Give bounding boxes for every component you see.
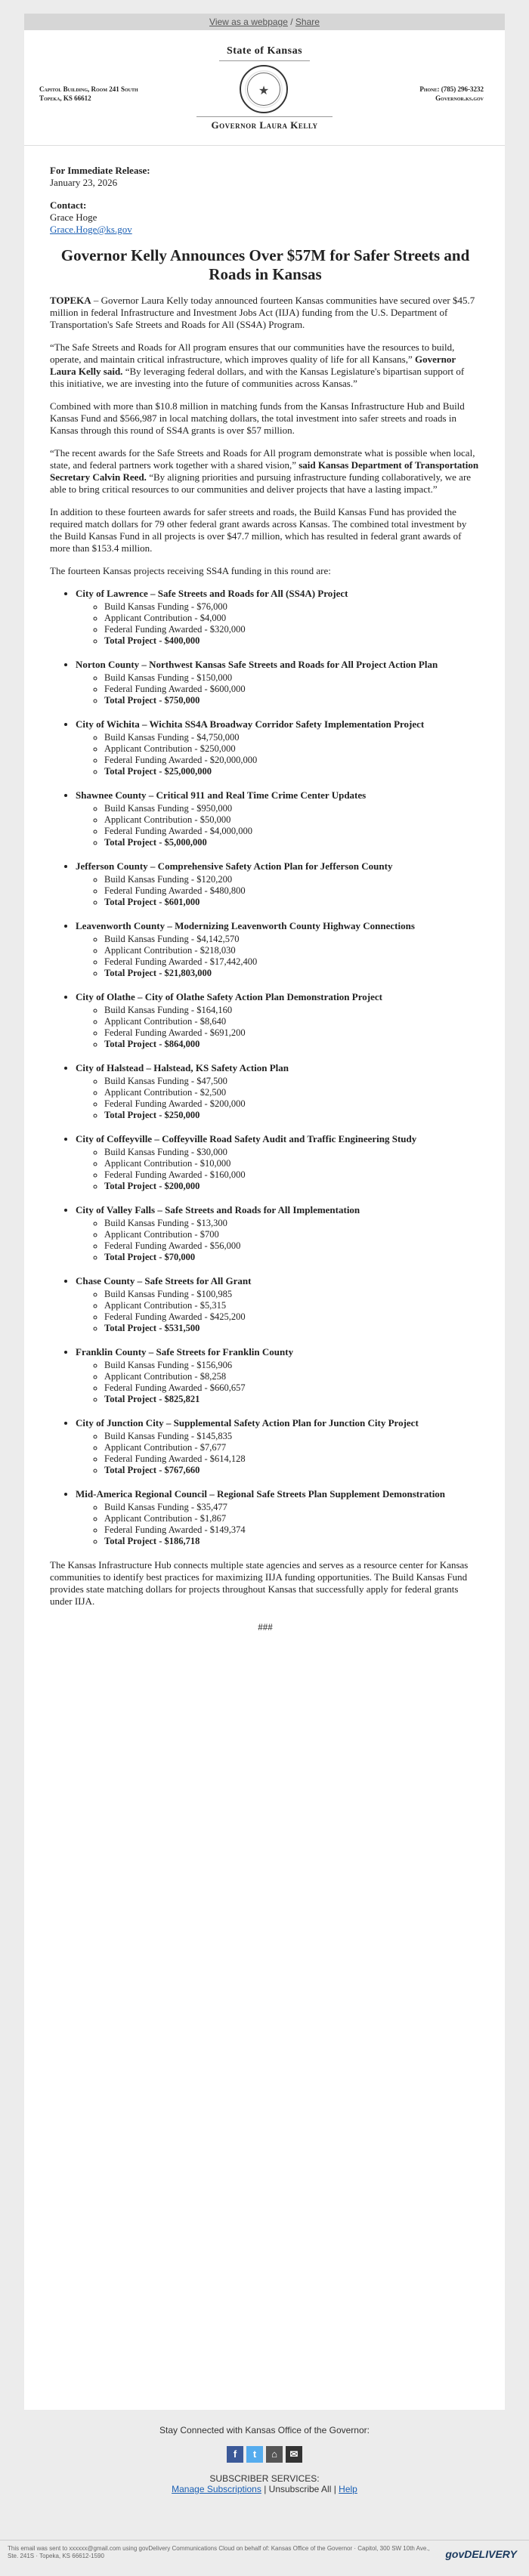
project-funding-list [76, 1502, 481, 1547]
project-funding-list [76, 672, 481, 706]
facebook-icon[interactable]: f [227, 2446, 243, 2463]
project-title: City of Olathe – City of Olathe Safety Action Plan Demonstration Project [76, 991, 382, 1002]
funding-line: ◦ Build Kansas Funding - $145,835 [104, 1431, 481, 1442]
paragraph-3: Combined with more than $10.8 million in matching funds from the Kansas Infrastructure Hub and Build Kansas Fund and $566,987 in local matching dollars, the total investment into safer streets and roads in Kansas through this round of SS4A grants is over $57 million. [50, 400, 465, 436]
project-funding-list [76, 601, 481, 647]
funding-line: ◦ Build Kansas Funding - $4,750,000 [104, 732, 481, 743]
headline: Governor Kelly Announces Over $57M for Safer Streets and Roads in Kansas [60, 246, 470, 283]
project-total: ◦ Total Project - $5,000,000 [104, 837, 481, 848]
funding-line: ◦ Federal Funding Awarded - $660,657 [104, 1382, 481, 1394]
contact-name: Grace Hoge [50, 212, 97, 223]
project-item [76, 991, 481, 1050]
contact-email-link[interactable]: Grace.Hoge@ks.gov [50, 224, 132, 235]
funding-line: ◦ Build Kansas Funding - $76,000 [104, 601, 481, 613]
project-total: ◦ Total Project - $25,000,000 [104, 766, 481, 777]
funding-line: ◦ Build Kansas Funding - $4,142,570 [104, 934, 481, 945]
project-title: Mid-America Regional Council – Regional Safe Streets Plan Supplement Demonstration [76, 1488, 446, 1500]
funding-line: ◦ Federal Funding Awarded - $160,000 [104, 1169, 481, 1181]
funding-line: ◦ Applicant Contribution - $250,000 [104, 743, 481, 755]
funding-line: ◦ Federal Funding Awarded - $149,374 [104, 1524, 481, 1536]
kansas-seal-icon: ★ [240, 65, 288, 113]
project-total: ◦ Total Project - $750,000 [104, 695, 481, 706]
quote-text: “The Safe Streets and Roads for All program ensures that our communities have the resources to build, operate, and maintain critical infrastructure, which improves quality of life for all Kansans,” [50, 341, 455, 365]
funding-line: ◦ Federal Funding Awarded - $600,000 [104, 684, 481, 695]
project-title: Norton County – Northwest Kansas Safe Streets and Roads for All Project Action Plan [76, 659, 438, 670]
project-list [50, 588, 481, 1547]
project-funding-list [76, 1431, 481, 1476]
funding-line: ◦ Federal Funding Awarded - $20,000,000 [104, 755, 481, 766]
stay-connected-text: Stay Connected with Kansas Office of the Governor: [159, 2425, 370, 2435]
project-total: ◦ Total Project - $825,821 [104, 1394, 481, 1405]
separator: | [331, 2484, 339, 2494]
funding-line: ◦ Applicant Contribution - $700 [104, 1229, 481, 1240]
quote-attribution: said Kansas Department of Transportation Secretary Calvin Reed. [50, 459, 479, 483]
funding-line: ◦ Build Kansas Funding - $30,000 [104, 1147, 481, 1158]
project-total: ◦ Total Project - $200,000 [104, 1181, 481, 1192]
release-label: For Immediate Release: [50, 165, 150, 176]
quote-text: “The recent awards for the Safe Streets and Roads for All program demonstrate what is possible when local, state, and federal partners work together with a shared vision,” [50, 447, 475, 471]
project-total: ◦ Total Project - $601,000 [104, 897, 481, 908]
project-funding-list [76, 1076, 481, 1121]
project-item [76, 1275, 481, 1334]
office-contact [419, 85, 484, 103]
project-funding-list [76, 1147, 481, 1192]
project-title: Jefferson County – Comprehensive Safety Action Plan for Jefferson County [76, 860, 393, 872]
funding-line: ◦ Build Kansas Funding - $47,500 [104, 1076, 481, 1087]
project-title: City of Halstead – Halstead, KS Safety Action Plan [76, 1062, 289, 1073]
press-release-body [50, 165, 481, 1633]
governor-name: Governor Laura Kelly [211, 119, 318, 131]
project-title: City of Coffeyville – Coffeyville Road Safety Audit and Traffic Engineering Study [76, 1133, 417, 1144]
share-link[interactable]: Share [295, 17, 320, 27]
project-item [76, 718, 481, 777]
funding-line: ◦ Build Kansas Funding - $950,000 [104, 803, 481, 814]
end-mark: ### [258, 1621, 273, 1632]
project-total: ◦ Total Project - $767,660 [104, 1465, 481, 1476]
project-funding-list [76, 1360, 481, 1405]
funding-line: ◦ Federal Funding Awarded - $4,000,000 [104, 826, 481, 837]
project-item [76, 1346, 481, 1405]
unsubscribe-all-link[interactable]: Unsubscribe All [268, 2484, 332, 2494]
paragraph-text: – Governor Laura Kelly today announced fourteen Kansas communities have secured over $45.7 million in federal Infrastructure and Investment Jobs Act (IIJA) funding from the U.S. Department of Transportation's Safe Streets and Roads for All (SS4A) Program. [50, 295, 475, 330]
funding-line: ◦ Build Kansas Funding - $100,985 [104, 1289, 481, 1300]
funding-line: ◦ Federal Funding Awarded - $425,200 [104, 1311, 481, 1323]
funding-line: ◦ Build Kansas Funding - $13,300 [104, 1218, 481, 1229]
letterhead [24, 30, 505, 146]
paragraph-5: In addition to these fourteen awards for safer streets and roads, the Build Kansas Fund has provided the required match dollars for 79 other federal grant awards across Kansas. The combined total investment by the Build Kansas Fund in all projects is over $47.7 million, which has resulted in federal grant awards of more than $153.4 million. [50, 506, 467, 554]
paragraph-6: The fourteen Kansas projects receiving SS4A funding in this round are: [50, 565, 331, 576]
twitter-icon[interactable]: t [246, 2446, 263, 2463]
email-icon[interactable]: ✉ [286, 2446, 302, 2463]
closing-paragraph: The Kansas Infrastructure Hub connects multiple state agencies and serves as a resource center for Kansas communities to identify best practices for maximizing IIJA funding opportunities. The Build Kansas Fund provides state matching dollars for projects throughout Kansas that successfully apply for federal grants under IIJA. [50, 1559, 469, 1607]
project-funding-list [76, 874, 481, 908]
office-website: Governor.ks.gov [435, 94, 484, 102]
subscriber-services [0, 2473, 529, 2494]
project-item [76, 1417, 481, 1476]
paragraph-1 [50, 295, 481, 331]
project-item [76, 789, 481, 848]
project-total: ◦ Total Project - $70,000 [104, 1252, 481, 1263]
project-total: ◦ Total Project - $400,000 [104, 635, 481, 647]
dateline: TOPEKA [50, 295, 91, 306]
funding-line: ◦ Federal Funding Awarded - $614,128 [104, 1453, 481, 1465]
funding-line: ◦ Build Kansas Funding - $156,906 [104, 1360, 481, 1371]
quote-text: “By leveraging federal dollars, and with the Kansas Legislature's bipartisan support of this initiative, we are investing into the future of communities across Kansas.” [50, 366, 465, 389]
funding-line: ◦ Applicant Contribution - $218,030 [104, 945, 481, 956]
project-total: ◦ Total Project - $864,000 [104, 1039, 481, 1050]
topbar-separator: / [287, 17, 295, 27]
funding-line: ◦ Build Kansas Funding - $35,477 [104, 1502, 481, 1513]
divider [196, 116, 333, 117]
paragraph-2 [50, 341, 481, 390]
address-line-2: Topeka, KS 66612 [39, 94, 91, 102]
funding-line: ◦ Federal Funding Awarded - $691,200 [104, 1027, 481, 1039]
office-phone: Phone: (785) 296-3232 [419, 85, 484, 93]
social-links [0, 2446, 529, 2463]
project-title: City of Lawrence – Safe Streets and Roads for All (SS4A) Project [76, 588, 348, 599]
funding-line: ◦ Federal Funding Awarded - $56,000 [104, 1240, 481, 1252]
funding-line: ◦ Federal Funding Awarded - $320,000 [104, 624, 481, 635]
funding-line: ◦ Applicant Contribution - $8,258 [104, 1371, 481, 1382]
project-funding-list [76, 934, 481, 979]
paragraph-4 [50, 447, 481, 496]
quote-text: “By aligning priorities and pursuing infrastructure funding collaboratively, we are able to bring critical resources to our communities and deliver projects that have a lasting impact.” [50, 471, 472, 495]
funding-line: ◦ Applicant Contribution - $50,000 [104, 814, 481, 826]
bottom-bar [0, 2540, 529, 2571]
funding-line: ◦ Applicant Contribution - $10,000 [104, 1158, 481, 1169]
govdelivery-logo[interactable]: govDELIVERY [445, 2548, 517, 2560]
funding-line: ◦ Applicant Contribution - $2,500 [104, 1087, 481, 1098]
project-title: City of Wichita – Wichita SS4A Broadway Corridor Safety Implementation Project [76, 718, 425, 730]
project-title: Chase County – Safe Streets for All Grant [76, 1275, 252, 1286]
funding-line: ◦ Federal Funding Awarded - $17,442,400 [104, 956, 481, 968]
project-title: City of Junction City – Supplemental Safety Action Plan for Junction City Project [76, 1417, 419, 1429]
separator: | [261, 2484, 269, 2494]
release-date: January 23, 2026 [50, 177, 118, 188]
state-title: State of Kansas [226, 45, 303, 57]
project-item [76, 860, 481, 908]
contact-label: Contact: [50, 199, 87, 211]
project-funding-list [76, 803, 481, 848]
project-funding-list [76, 1289, 481, 1334]
funding-line: ◦ Build Kansas Funding - $164,160 [104, 1005, 481, 1016]
funding-line: ◦ Applicant Contribution - $7,677 [104, 1442, 481, 1453]
email-card [24, 30, 505, 2410]
project-title: Franklin County – Safe Streets for Franklin County [76, 1346, 294, 1357]
manage-subscriptions-link[interactable]: Manage Subscriptions [172, 2484, 261, 2494]
project-item [76, 588, 481, 647]
divider [219, 60, 310, 61]
funding-line: ◦ Applicant Contribution - $5,315 [104, 1300, 481, 1311]
funding-line: ◦ Applicant Contribution - $8,640 [104, 1016, 481, 1027]
project-title: Shawnee County – Critical 911 and Real Time Crime Center Updates [76, 789, 367, 801]
home-icon[interactable]: ⌂ [266, 2446, 283, 2463]
project-item [76, 920, 481, 979]
project-item [76, 659, 481, 706]
view-as-webpage-link[interactable]: View as a webpage [209, 17, 288, 27]
subscriber-services-label: SUBSCRIBER SERVICES: [209, 2473, 320, 2484]
project-item [76, 1133, 481, 1192]
project-total: ◦ Total Project - $250,000 [104, 1110, 481, 1121]
project-title: Leavenworth County – Modernizing Leavenworth County Highway Connections [76, 920, 415, 931]
funding-line: ◦ Federal Funding Awarded - $480,800 [104, 885, 481, 897]
funding-line: ◦ Applicant Contribution - $4,000 [104, 613, 481, 624]
project-total: ◦ Total Project - $531,500 [104, 1323, 481, 1334]
help-link[interactable]: Help [339, 2484, 357, 2494]
quote-attribution: Governor Laura Kelly said. [50, 354, 456, 377]
delivery-notice: This email was sent to xxxxxx@gmail.com using govDelivery Communications Cloud on behalf of: Kansas Office of the Governor · Capitol, 300 SW 10th Ave., Ste. 241S · Topeka, KS 66612-1590 [8, 2545, 430, 2559]
funding-line: ◦ Federal Funding Awarded - $200,000 [104, 1098, 481, 1110]
top-bar [24, 14, 505, 30]
project-item [76, 1488, 481, 1547]
project-item [76, 1062, 481, 1121]
project-funding-list [76, 1218, 481, 1263]
address-line-1: Capitol Building, Room 241 South [39, 85, 138, 93]
project-funding-list [76, 1005, 481, 1050]
project-funding-list [76, 732, 481, 777]
funding-line: ◦ Applicant Contribution - $1,867 [104, 1513, 481, 1524]
funding-line: ◦ Build Kansas Funding - $150,000 [104, 672, 481, 684]
project-item [76, 1204, 481, 1263]
project-title: City of Valley Falls – Safe Streets and Roads for All Implementation [76, 1204, 360, 1215]
footer [0, 2425, 529, 2494]
office-address [39, 85, 138, 103]
project-total: ◦ Total Project - $186,718 [104, 1536, 481, 1547]
project-total: ◦ Total Project - $21,803,000 [104, 968, 481, 979]
funding-line: ◦ Build Kansas Funding - $120,200 [104, 874, 481, 885]
